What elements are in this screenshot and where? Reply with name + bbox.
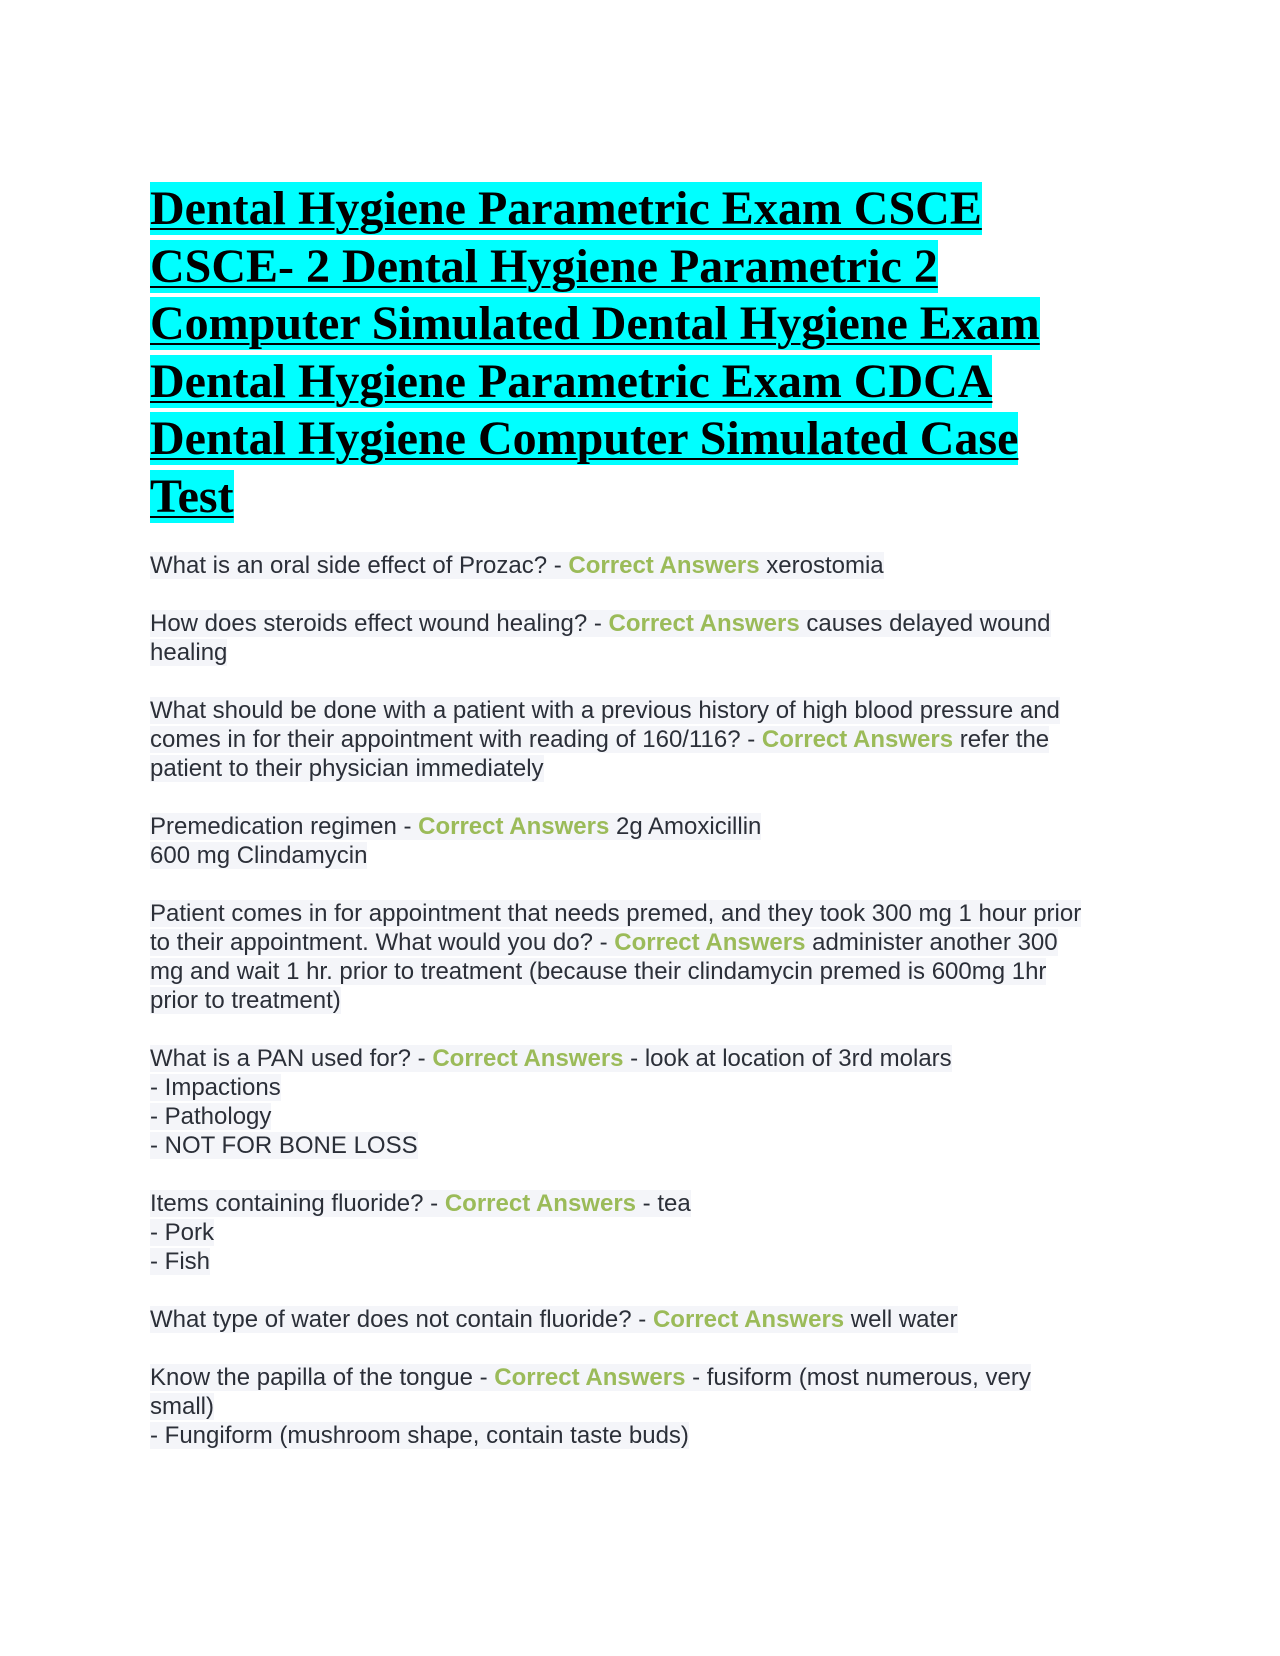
qa-line [150,609,1130,638]
qa-line [150,638,1130,667]
correct-answers-label: Correct Answers [614,929,806,956]
qa-item [150,1305,1130,1334]
qa-line-text [150,1103,271,1130]
correct-answers-label: Correct Answers [652,1306,845,1333]
qa-answer-text: xerostomia [759,552,884,579]
qa-answer-text: 2g Amoxicillin [609,813,762,840]
qa-answer-text: refer the [953,726,1050,753]
qa-line [150,986,1130,1015]
qa-line-text [150,1306,958,1333]
qa-line [150,1044,1130,1073]
qa-line-text [150,755,544,782]
title-line-text: Dental Hygiene Parametric Exam CSCE [150,182,982,235]
correct-answers-label: Correct Answers [568,552,760,579]
qa-line [150,957,1130,986]
correct-answers-label: Correct Answers [608,610,800,637]
qa-text: - Fish [150,1248,210,1275]
qa-line-text [150,1364,1031,1391]
qa-answer-text: - tea [636,1190,691,1217]
qa-answer-text: administer another 300 [805,929,1058,956]
qa-text: What is a PAN used for? - [150,1045,433,1072]
qa-line-text [150,929,1058,956]
qa-item [150,1363,1130,1450]
qa-text: Items containing fluoride? - [150,1190,445,1217]
qa-line-text [150,1393,214,1420]
qa-item [150,609,1130,667]
title-line [150,180,1130,238]
qa-item [150,812,1130,870]
qa-text: - Impactions [150,1074,281,1101]
qa-line-text [150,610,1051,637]
qa-line [150,1305,1130,1334]
qa-text: - Fungiform (mushroom shape, contain taste buds) [150,1422,689,1449]
qa-text: to their appointment. What would you do? - [150,929,615,956]
qa-line [150,1363,1130,1392]
qa-answer-text: causes delayed wound [799,610,1051,637]
qa-list [150,551,1130,1450]
document-page [150,180,1130,1479]
qa-text: - Pathology [150,1103,272,1130]
qa-text: - NOT FOR BONE LOSS [150,1132,418,1159]
title-line [150,238,1130,296]
correct-answers-label: Correct Answers [444,1190,637,1217]
qa-line [150,696,1130,725]
qa-text: patient to their physician immediately [150,755,544,782]
qa-line-text [150,1248,210,1275]
qa-line-text [150,552,884,579]
correct-answers-label: Correct Answers [432,1045,624,1072]
qa-answer-text: well water [844,1306,958,1333]
qa-line-text [150,639,227,666]
qa-line [150,928,1130,957]
title-line [150,353,1130,411]
document-title [150,180,1130,525]
qa-text: mg and wait 1 hr. prior to treatment (because their clindamycin premed is 600mg 1hr [150,958,1047,985]
qa-item [150,899,1130,1015]
correct-answers-label: Correct Answers [761,726,954,753]
qa-line-text [150,958,1046,985]
qa-line [150,551,1130,580]
qa-line-text [150,1422,689,1449]
qa-text: What type of water does not contain fluoride? - [150,1306,653,1333]
qa-line-text [150,1074,281,1101]
qa-line [150,1247,1130,1276]
qa-line [150,1073,1130,1102]
qa-line [150,841,1130,870]
qa-item [150,1189,1130,1276]
qa-line-text [150,900,1081,927]
qa-line-text [150,726,1049,753]
qa-answer-text: - fusiform (most numerous, very [685,1364,1031,1391]
qa-line [150,1392,1130,1421]
qa-line-text [150,813,761,840]
title-line-text: Test [150,469,234,523]
qa-text: How does steroids effect wound healing? - [150,610,609,637]
qa-line [150,1189,1130,1218]
qa-text: What should be done with a patient with a previous history of high blood pressure and [150,697,1060,724]
qa-text: 600 mg Clindamycin [150,842,368,869]
qa-text: small) [150,1393,214,1420]
qa-text: comes in for their appointment with reading of 160/116? - [150,726,762,753]
qa-line-text [150,987,341,1014]
qa-item [150,551,1130,580]
qa-line [150,754,1130,783]
qa-line [150,1421,1130,1450]
qa-line [150,1218,1130,1247]
qa-text: prior to treatment) [150,987,341,1014]
qa-text: What is an oral side effect of Prozac? - [150,552,569,579]
qa-line-text [150,1132,418,1159]
qa-item [150,696,1130,783]
qa-line-text [150,1219,214,1246]
title-line [150,468,1130,526]
qa-line [150,1131,1130,1160]
correct-answers-label: Correct Answers [418,813,610,840]
qa-line-text [150,842,367,869]
qa-line [150,812,1130,841]
title-line [150,295,1130,353]
correct-answers-label: Correct Answers [494,1364,686,1391]
qa-item [150,1044,1130,1160]
qa-line-text [150,697,1060,724]
title-line-text: CSCE- 2 Dental Hygiene Parametric 2 [150,239,938,293]
title-line [150,410,1130,468]
qa-line [150,1102,1130,1131]
qa-text: Patient comes in for appointment that needs premed, and they took 300 mg 1 hour prior [150,900,1082,927]
qa-answer-text: - look at location of 3rd molars [623,1045,952,1072]
qa-text: healing [150,639,228,666]
title-line-text: Dental Hygiene Parametric Exam CDCA [150,354,993,408]
qa-text: - Pork [150,1219,215,1246]
qa-line [150,899,1130,928]
qa-text: Know the papilla of the tongue - [150,1364,495,1391]
qa-line [150,725,1130,754]
qa-line-text [150,1190,691,1217]
qa-line-text [150,1045,952,1072]
qa-text: Premedication regimen - [150,813,419,840]
title-line-text: Dental Hygiene Computer Simulated Case [150,412,1019,465]
title-line-text: Computer Simulated Dental Hygiene Exam [150,297,1040,350]
